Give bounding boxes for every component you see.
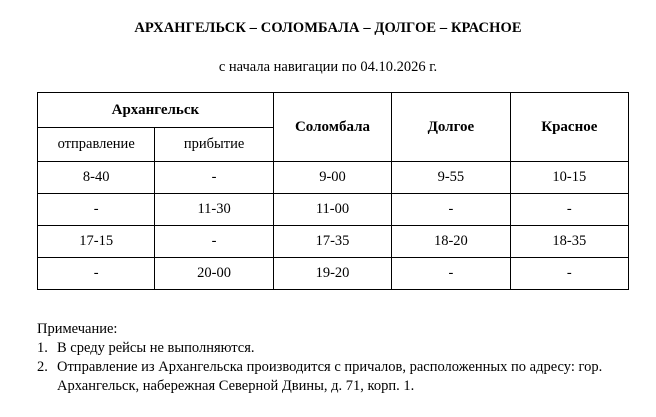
header-solombala: Соломбала — [273, 93, 391, 162]
note-text: Отправление из Архангельска производится с причалов, расположенных по адресу: гор. Архангельск, набережная Северной Двины, д. 71, корп. 1. — [57, 359, 603, 394]
header-krasnoe: Красное — [510, 93, 628, 162]
note-item — [37, 339, 637, 358]
table-cell: 10-15 — [510, 162, 628, 194]
schedule-title: АРХАНГЕЛЬСК – СОЛОМБАЛА – ДОЛГОЕ – КРАСНОЕ — [134, 20, 522, 36]
note-text: В среду рейсы не выполняются. — [57, 340, 255, 356]
table-cell: - — [155, 226, 273, 258]
schedule-subtitle: с начала навигации по 04.10.2026 г. — [218, 59, 438, 75]
notes-title: Примечание: — [37, 321, 118, 337]
table-cell: 18-35 — [510, 226, 628, 258]
schedule-table — [37, 92, 629, 290]
table-cell: - — [38, 194, 155, 226]
table-row — [38, 162, 629, 194]
table-cell: 9-00 — [273, 162, 391, 194]
table-cell: - — [392, 258, 510, 290]
table-cell: - — [155, 162, 273, 194]
table-cell: 11-30 — [155, 194, 273, 226]
table-cell: 18-20 — [392, 226, 510, 258]
table-header-row — [38, 93, 629, 128]
table-cell: - — [510, 258, 628, 290]
table-cell: 11-00 — [273, 194, 391, 226]
table-cell: 9-55 — [392, 162, 510, 194]
header-dolgoe: Долгое — [392, 93, 510, 162]
table-row — [38, 258, 629, 290]
note-item — [37, 358, 637, 396]
header-arrival: прибытие — [155, 128, 273, 162]
table-cell: 17-35 — [273, 226, 391, 258]
table-cell: - — [38, 258, 155, 290]
table-row — [38, 226, 629, 258]
table-cell: 17-15 — [38, 226, 155, 258]
notes-list — [37, 339, 637, 396]
notes-section — [37, 320, 637, 396]
header-arkhangelsk: Архангельск — [38, 93, 274, 128]
table-cell: - — [392, 194, 510, 226]
table-cell: - — [510, 194, 628, 226]
note-number: 2. — [37, 359, 48, 375]
table-row — [38, 194, 629, 226]
header-departure: отправление — [38, 128, 155, 162]
table-cell: 19-20 — [273, 258, 391, 290]
table-cell: 8-40 — [38, 162, 155, 194]
table-cell: 20-00 — [155, 258, 273, 290]
note-number: 1. — [37, 340, 48, 356]
